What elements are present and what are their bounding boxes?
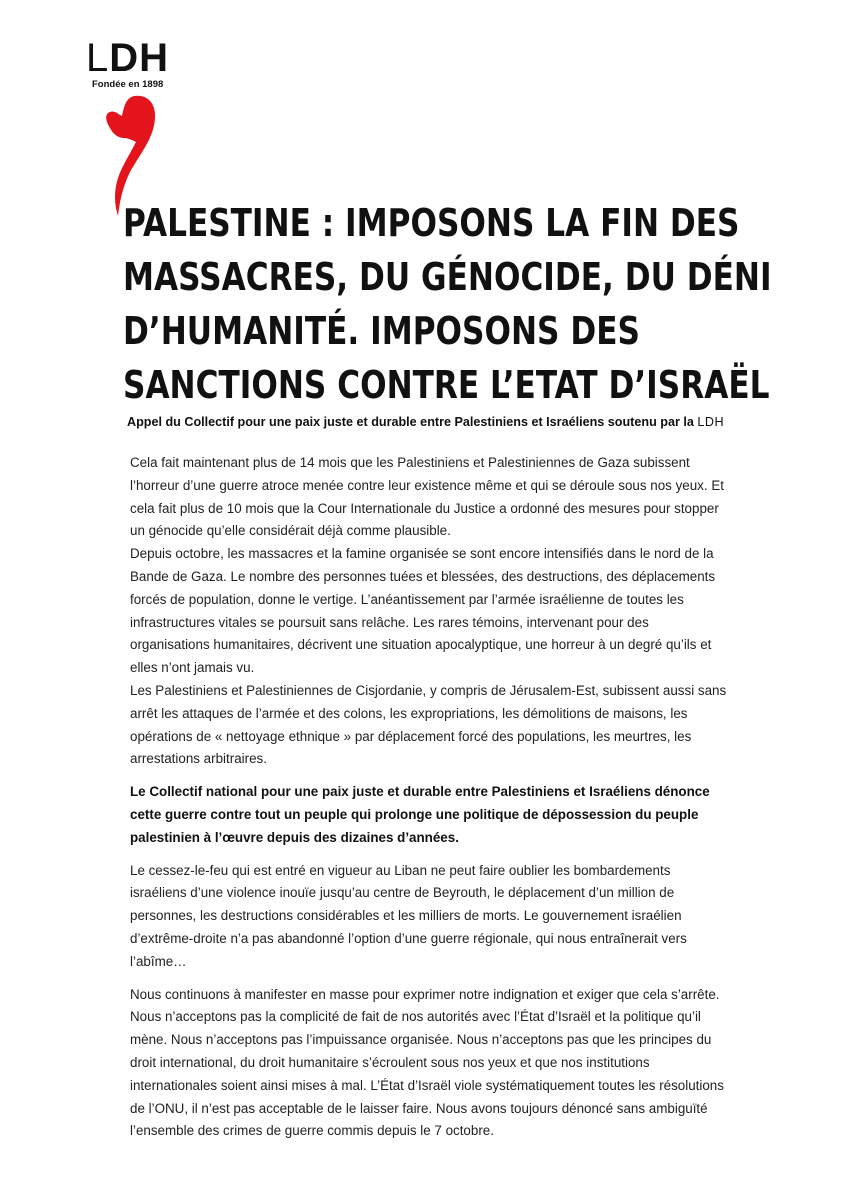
line: Les Palestiniens et Palestiniennes de Cisjordanie, y compris de Jérusalem-Est, subissent aussi sans [130, 682, 727, 698]
line: Nous continuons à manifester en masse pour exprimer notre indignation et exiger que cela s’arrête. [130, 986, 720, 1002]
paragraph [130, 984, 770, 1144]
line: israéliens d’une violence inouïe jusqu’au centre de Beyrouth, le déplacement d’un million de [130, 885, 675, 901]
line: Nous n’acceptons pas la complicité de fait de nos autorités avec l’État d’Israël et la politique qu’il [130, 1009, 701, 1025]
paragraph-emphasis [130, 781, 770, 849]
title-line: PALESTINE : IMPOSONS LA FIN DES [123, 201, 740, 245]
title-line: D’HUMANITÉ. IMPOSONS DES [123, 309, 640, 353]
logo-letter-l: L [86, 36, 110, 80]
line: arrestations arbitraires. [130, 751, 267, 767]
line: elles n’ont jamais vu. [130, 660, 255, 676]
line: infrastructures vitales se poursuit sans relâche. Les rares témoins, intervenant pour des [130, 614, 649, 630]
line: l’horreur d’une guerre atroce menée contre leur existence même et qui se déroule sous nos yeux. Et [130, 477, 724, 493]
line: d’extrême-droite n’a pas abandonné l’option d’une guerre régionale, qui nous entraînerait vers [130, 930, 687, 946]
line: l’ensemble des crimes de guerre commis depuis le 7 octobre. [130, 1123, 494, 1139]
logo-letters [86, 38, 169, 78]
line: organisations humanitaires, décrivent une situation apocalyptique, une horreur à un degré qu’ils et [130, 637, 712, 653]
line: droit international, du droit humanitaire s’écroulent sous nos yeux et que nos institutions [130, 1054, 650, 1070]
line: arrêt les attaques de l’armée et des colons, les expropriations, les démolitions de maisons, les [130, 705, 688, 721]
line: un génocide qu’elle considérait déjà comme plausible. [130, 523, 451, 539]
subtitle-text: Appel du Collectif pour une paix juste et durable entre Palestiniens et Israéliens soutenu par la [127, 415, 694, 429]
logo-tagline: Fondée en 1898 [92, 79, 164, 90]
line: Le cessez-le-feu qui est entré en vigueur au Liban ne peut faire oublier les bombardements [130, 862, 671, 878]
paragraph [130, 860, 770, 974]
paragraph [130, 680, 770, 771]
title-line: SANCTIONS CONTRE L’ETAT D’ISRAËL [123, 363, 770, 407]
paragraph [130, 543, 770, 680]
line: Bande de Gaza. Le nombre des personnes tuées et blessées, des destructions, des déplacements [130, 568, 716, 584]
line: Cela fait maintenant plus de 14 mois que les Palestiniens et Palestiniennes de Gaza subissent [130, 455, 690, 470]
page-title [123, 196, 828, 412]
line: l’abîme… [130, 953, 187, 969]
line: Depuis octobre, les massacres et la famine organisée se sont encore intensifiés dans le nord de la [130, 546, 714, 562]
line: mène. Nous n’acceptons pas l’impuissance organisée. Nous n’acceptons pas que les principes du [130, 1032, 712, 1048]
line: personnes, les destructions considérables et les milliers de morts. Le gouvernement israélien [130, 908, 682, 924]
line: palestinien à l’œuvre depuis des dizaines d’années. [130, 829, 459, 845]
logo-letters-dh: DH [109, 36, 170, 80]
paragraph [130, 452, 770, 543]
line: opérations de « nettoyage ethnique » par déplacement forcé des populations, les meurtres, les [130, 728, 692, 744]
line: cette guerre contre tout un peuple qui prolonge une politique de dépossession du peuple [130, 806, 699, 822]
subtitle-org: LDH [697, 415, 725, 429]
line: cela fait plus de 10 mois que la Cour Internationale du Justice a ordonné des mesures pour stopper [130, 500, 719, 516]
subtitle [127, 415, 724, 429]
line: forcés de population, donne le vertige. L’anéantissement par l’armée israélienne de toutes les [130, 591, 684, 607]
line: internationales soient ainsi mises à mal. L’État d’Israël viole systématiquement toutes les résolutions [130, 1077, 724, 1093]
line: de l’ONU, il n’est pas acceptable de le laisser faire. Nous avons toujours dénoncé sans ambiguïté [130, 1100, 708, 1116]
title-line: MASSACRES, DU GÉNOCIDE, DU DÉNI [123, 255, 772, 299]
line: Le Collectif national pour une paix juste et durable entre Palestiniens et Israéliens dénonce [130, 784, 710, 800]
article-body [130, 452, 770, 1143]
